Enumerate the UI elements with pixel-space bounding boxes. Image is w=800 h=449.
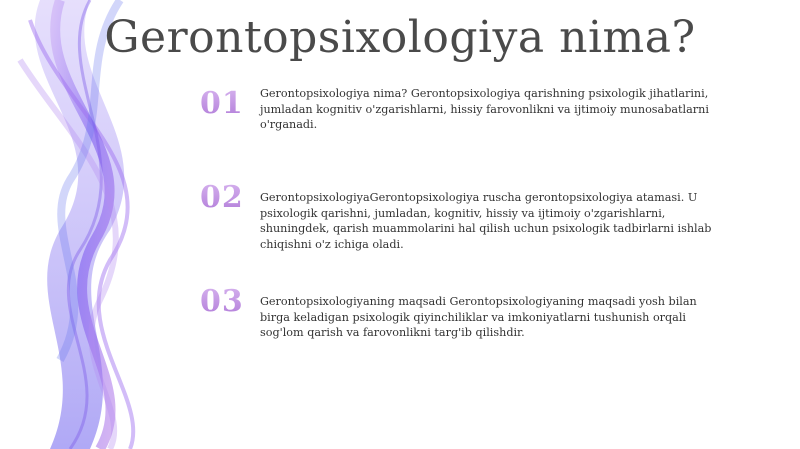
- item-number: 01: [200, 86, 244, 121]
- slide-title: Gerontopsixologiya nima?: [104, 12, 696, 63]
- decorative-ribbon: [0, 0, 190, 449]
- item-number: 03: [200, 284, 244, 319]
- item-description: Gerontopsixologiya nima? Gerontopsixologiya qarishning psixologik jihatlarini, jumladan kognitiv o'zgarishlarni, hissiy farovonlikni va ijtimoiy munosabatlarni o'rganadi.: [260, 87, 709, 131]
- item-description: GerontopsixologiyaGerontopsixologiya ruscha gerontopsixologiya atamasi. U psixologik qarishni, jumladan, kognitiv, hissiy va ijtimoiy o'zgarishlarni, shuningdek, qarish muammolarini hal qilish uchun psixologik tadbirlarni ishlab chiqishni o'z ichiga oladi.: [260, 191, 712, 251]
- item-number: 02: [200, 180, 244, 215]
- item-description: Gerontopsixologiyaning maqsadi Gerontopsixologiyaning maqsadi yosh bilan birga keladigan psixologik qiyinchiliklar va imkoniyatlarni tushunish orqali sog'lom qarish va farovonlikni targ'ib qilishdir.: [260, 295, 697, 339]
